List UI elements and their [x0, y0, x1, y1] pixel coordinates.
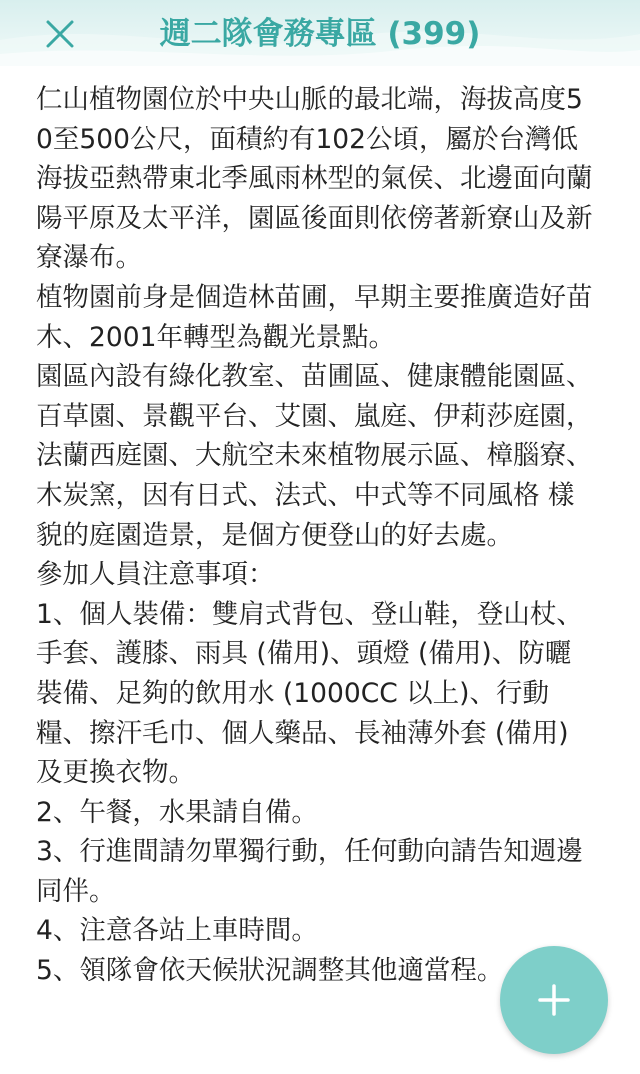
post-content-area[interactable]: [0, 66, 640, 1074]
post-body-text: 仁山植物園位於中央山脈的最北端，海拔高度50至500公尺，面積約有102公頃，屬於台灣低海拔亞熱帶東北季風雨林型的氣侯、北邊面向蘭陽平原及太平洋，園區後面則依傍著新寮山及新寮瀑布。 植物園前身是個造林苗圃，早期主要推廣造好苗木、2001年轉型為觀光景點。 園區內設有綠化教室、苗圃區、健康體能園區、百草園、景觀平台、艾園、嵐庭、伊莉莎庭園，法蘭西庭園、大航空未來植物展示區、樟腦寮、木炭窯，因有日式、法式、中式等不同風格 樣貌的庭園造景，是個方便登山的好去處。 參加人員注意事項： 1、個人裝備：雙肩式背包、登山鞋，登山杖、手套、護膝、雨具 (備用)、頭燈 (備用)、防曬裝備、足夠的飲用水 (1000CC 以上)、行動糧、擦汗毛巾、個人藥品、長袖薄外套 (備用) 及更換衣物。 2、午餐，水果請自備。 3、行進間請勿單獨行動，任何動向請告知週邊同伴。 4、注意各站上車時間。 5、領隊會依天候狀況調整其他適當程。: [36, 84, 593, 987]
close-icon: [45, 19, 75, 49]
add-post-button[interactable]: [500, 946, 608, 1054]
close-button[interactable]: [38, 12, 82, 56]
page-title: 週二隊會務專區 (399): [159, 16, 481, 52]
top-bar: [0, 0, 640, 66]
plus-icon: [536, 982, 572, 1018]
